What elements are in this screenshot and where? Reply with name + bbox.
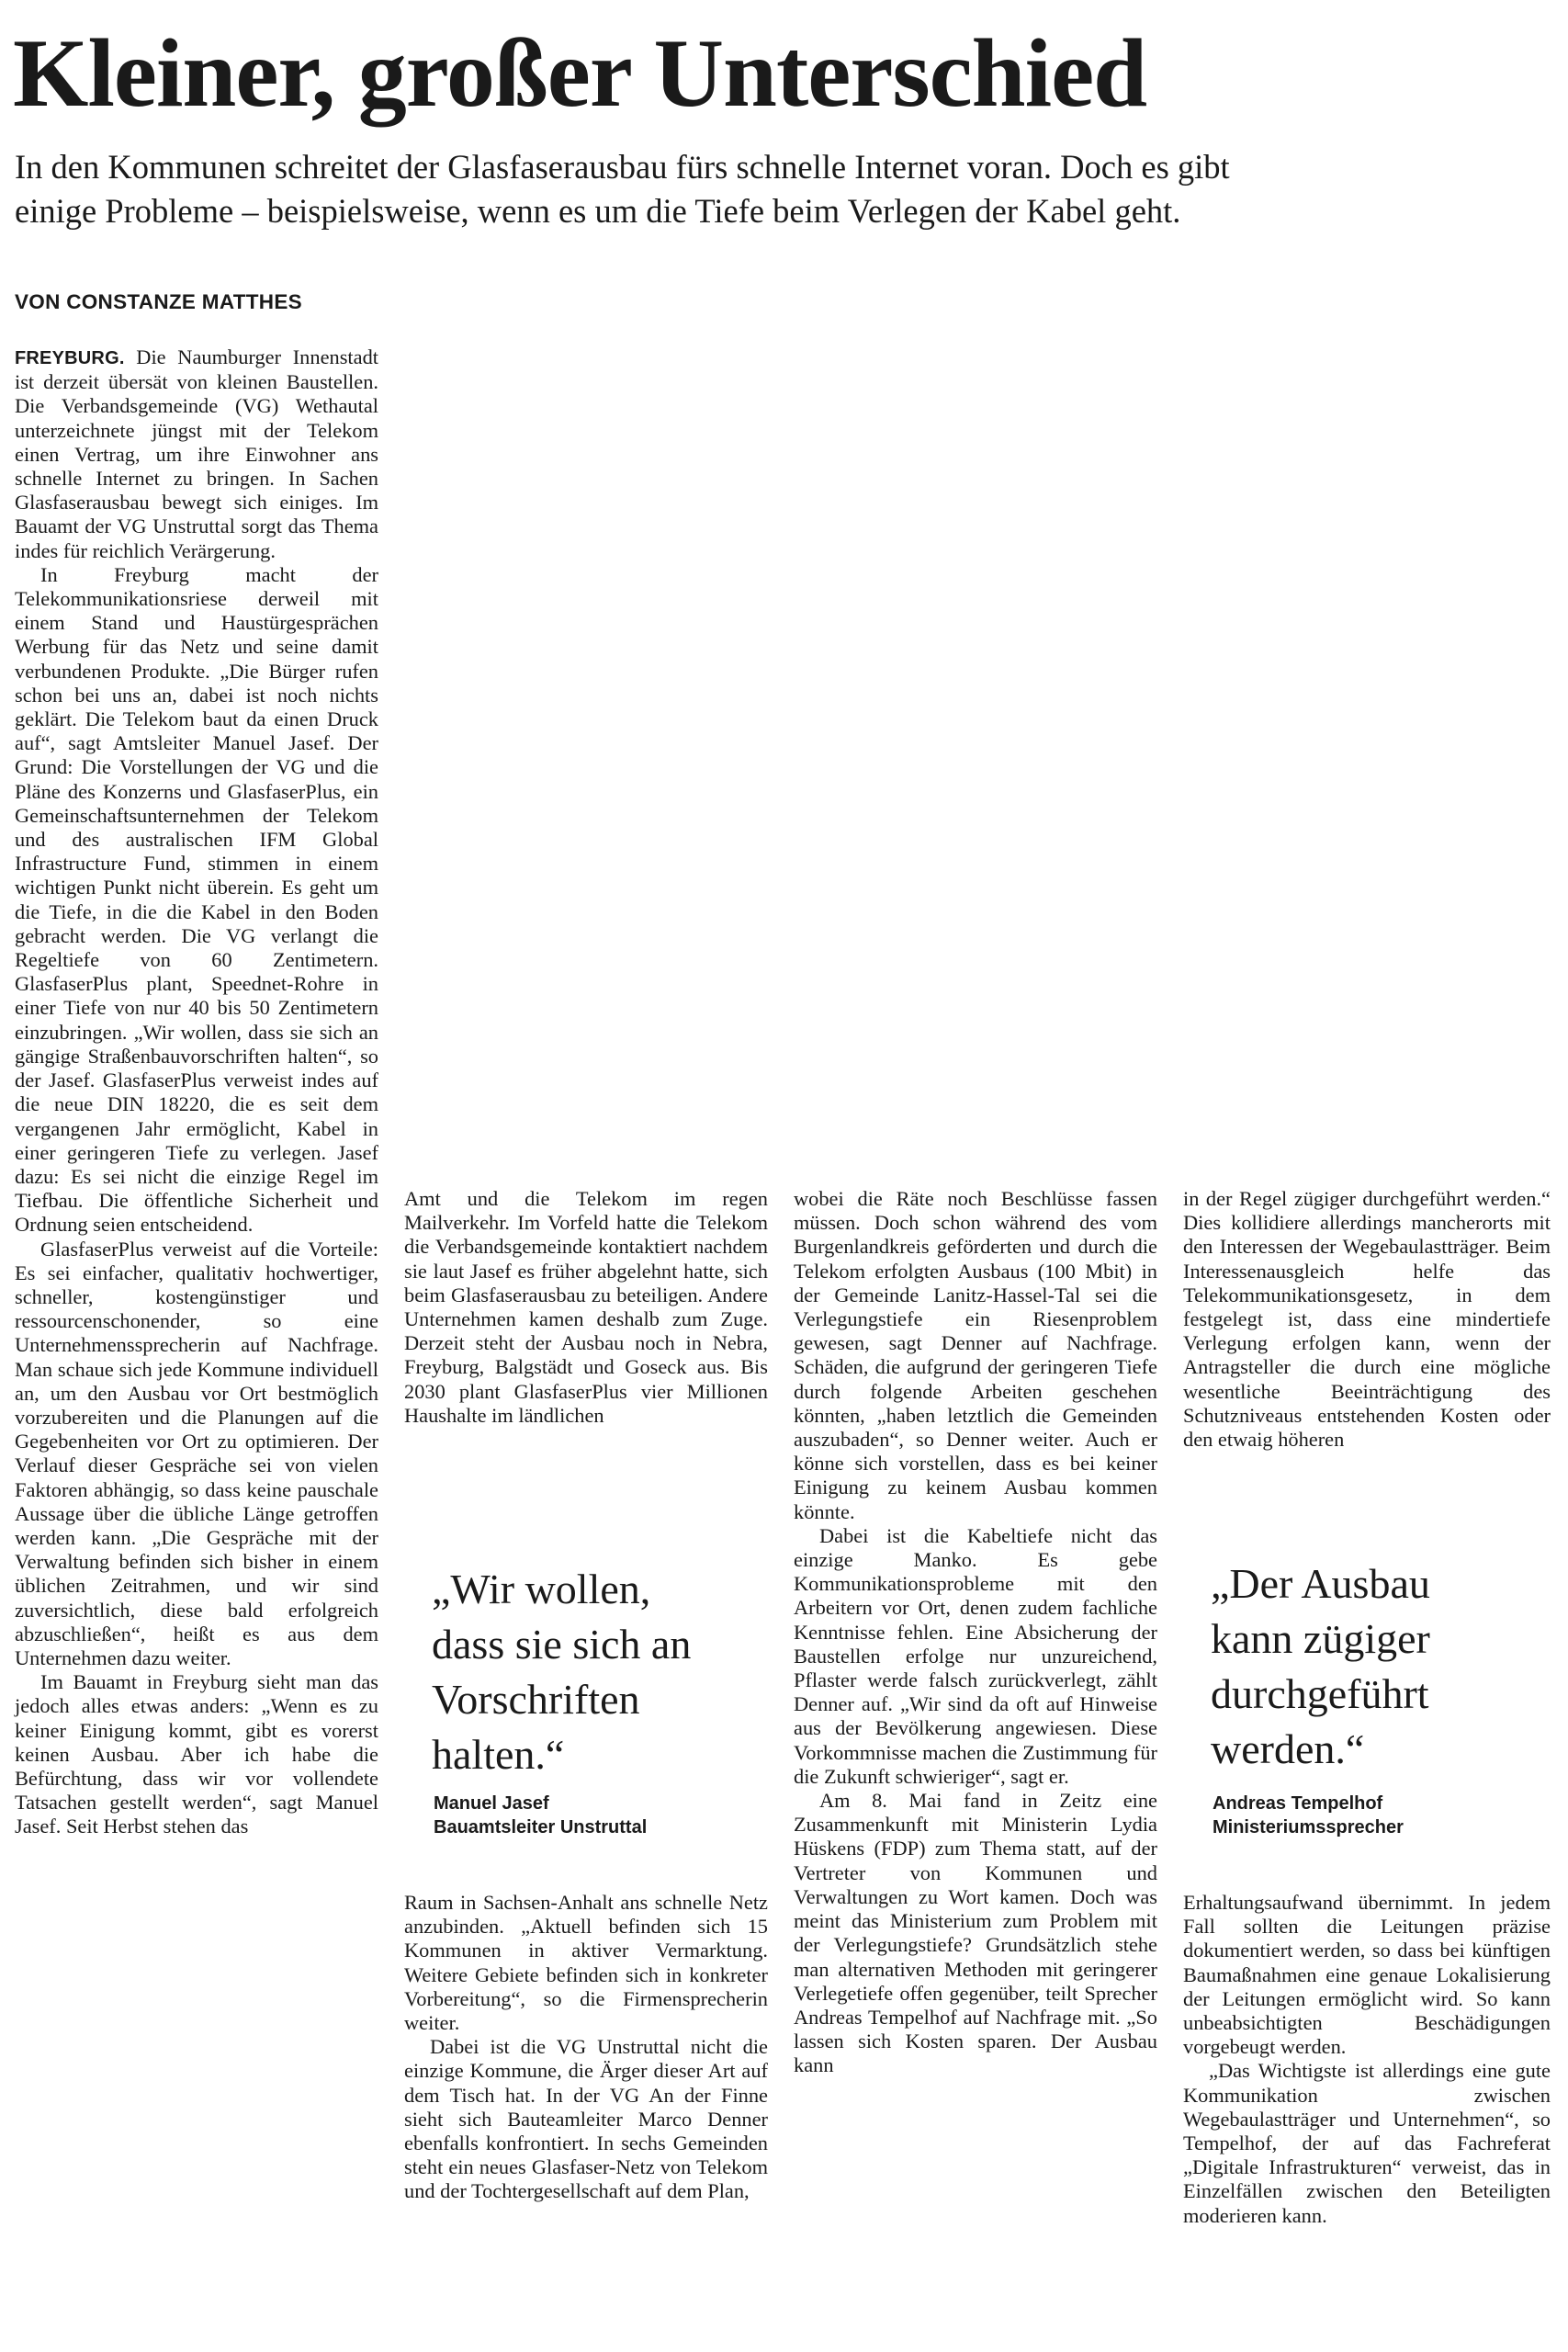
article-column-4-bottom	[1183, 1891, 1551, 2228]
subheadline	[15, 145, 1540, 233]
pull-quote-line: „Der Ausbau	[1211, 1560, 1430, 1607]
article-paragraph: Amt und die Telekom im regen Mailverkehr. Im Vorfeld hatte die Telekom die Verbandsgemeinde kontaktiert nachdem sie laut Jasef es früher abgelehnt hatte, sich beim Glasfaserausbau zu beteiligen. Andere Unternehmen kamen deshalb zum Zuge. Derzeit steht der Ausbau noch in Nebra, Freyburg, Balgstädt und Goseck aus. Bis 2030 plant GlasfaserPlus vier Millionen Haushalte im ländlichen	[404, 1187, 768, 1427]
article-paragraph: in der Regel zügiger durchgeführt werden.“ Dies kollidiere allerdings mancherorts mit den Interessen der Wegebaulastträger. Beim Interessenausgleich helfe das Telekommunikationsgesetz, in dem festgelegt ist, dass eine mindertiefe Verlegung erfolgen kann, wenn der Antragsteller die durch eine mögliche wesentliche Beeinträchtigung des Schutzniveaus entstehenden Kosten oder den etwaig höheren	[1183, 1187, 1551, 1452]
pull-quote-line: werden.“	[1211, 1725, 1365, 1772]
pull-quote-line: dass sie sich an	[432, 1621, 692, 1668]
quote-author-name: Andreas Tempelhof	[1213, 1793, 1383, 1814]
article-column-3	[794, 1187, 1157, 2078]
article-paragraph: In Freyburg macht der Telekommunikationsriese derweil mit einem Stand und Haustürgesprächen Werbung für das Netz und seine damit verbundenen Produkte. „Die Bürger rufen schon bei uns an, dabei ist noch nichts geklärt. Die Telekom baut da einen Druck auf“, sagt Amtsleiter Manuel Jasef. Der Grund: Die Vorstellungen der VG und die Pläne des Konzerns und GlasfaserPlus, ein Gemeinschaftsunternehmen der Telekom und des australischen IFM Global Infrastructure Fund, stimmen in einem wichtigen Punkt nicht überein. Es geht um die Tiefe, in die die Kabel in den Boden gebracht werden. Die VG verlangt die Regeltiefe von 60 Zentimetern. GlasfaserPlus plant, Speednet-Rohre in einer Tiefe von nur 40 bis 50 Zentimetern einzubringen. „Wir wollen, dass sie sich an gängige Straßenbauvorschriften halten“, so der Jasef. GlasfaserPlus verweist indes auf die neue DIN 18220, die es seit dem vergangenen Jahr ermöglicht, Kabel in einer geringeren Tiefe zu verlegen. Jasef dazu: Es sei nicht die einzige Regel im Tiefbau. Die öffentliche Sicherheit und Ordnung seien entscheidend.	[15, 562, 378, 1237]
article-paragraph: Dabei ist die Kabeltiefe nicht das einzige Manko. Es gebe Kommunikationsprobleme mit den Arbeitern vor Ort, denen zudem fachliche Kenntnisse fehlen. Eine Absicherung der Baustellen erfolge nur unzureichend, Pflaster werde falsch zurückverlegt, zählt Denner auf. „Wir sind da oft auf Hinweise aus der Bevölkerung angewiesen. Diese Vorkommnisse machen die Zustimmung für die Zukunft schwieriger“, sagt er.	[794, 1523, 1157, 1788]
article-paragraph: Am 8. Mai fand in Zeitz eine Zusammenkunft mit Ministerin Lydia Hüskens (FDP) zum Thema statt, auf der Vertreter von Kommunen und Verwaltungen zu Wort kamen. Doch was meint das Ministerium zum Problem mit der Verlegungstiefe? Grundsätzlich stehe man alternativen Methoden mit geringerer Verlegetiefe offen gegenüber, teilt Sprecher Andreas Tempelhof auf Nachfrage mit. „So lassen sich Kosten sparen. Der Ausbau kann	[794, 1789, 1157, 2077]
pull-quote-attribution	[1213, 1792, 1552, 1839]
headline: Kleiner, großer Unterschied	[13, 19, 1147, 127]
article-paragraph: „Das Wichtigste ist allerdings eine gute Kommunikation zwischen Wegebaulastträger und Unternehmen“, so Tempelhof, der auf das Fachreferat „Digitale Infrastrukturen“ verweist, das in Einzelfällen zwischen den Beteiligten moderieren kann.	[1183, 2059, 1551, 2227]
article-paragraph	[15, 345, 378, 563]
subheadline-line: In den Kommunen schreitet der Glasfaserausbau fürs schnelle Internet voran. Doch es gibt	[15, 148, 1230, 186]
article-paragraph: Raum in Sachsen-Anhalt ans schnelle Netz anzubinden. „Aktuell befinden sich 15 Kommunen in aktiver Vermarktung. Weitere Gebiete befinden sich in konkreter Vorbereitung“, so die Firmensprecherin weiter.	[404, 1891, 768, 2035]
subheadline-line: einige Probleme – beispielsweise, wenn es um die Tiefe beim Verlegen der Kabel geht.	[15, 192, 1181, 230]
paragraph-text: Die Naumburger Innenstadt ist derzeit übersät von kleinen Baustellen. Die Verbandsgemeinde (VG) Wethautal unterzeichnete jüngst mit der Telekom einen Vertrag, um ihre Einwohner ans schnelle Internet zu bringen. In Sachen Glasfaserausbau bewegt sich einiges. Im Bauamt der VG Unstruttal sorgt das Thema indes für reichlich Verärgerung.	[15, 345, 378, 562]
dateline: FREYBURG.	[15, 348, 125, 368]
quote-author-role: Bauamtsleiter Unstruttal	[434, 1817, 648, 1838]
article-column-2-top	[404, 1187, 768, 1428]
pull-quote-line: „Wir wollen,	[432, 1566, 651, 1612]
pull-quote-attribution	[434, 1792, 764, 1839]
byline: VON CONSTANZE MATTHES	[15, 290, 302, 313]
pull-quote-line: kann zügiger	[1211, 1615, 1430, 1662]
pull-quote-tempelhof	[1211, 1556, 1551, 1777]
article-paragraph: Im Bauamt in Freyburg sieht man das jedoch alles etwas anders: „Wenn es zu keiner Einigung kommt, gibt es vorerst keinen Ausbau. Aber ich habe die Befürchtung, dass wir vor vollendete Tatsachen gestellt werden“, sagt Manuel Jasef. Seit Herbst stehen das	[15, 1670, 378, 1838]
pull-quote-jasef	[432, 1562, 762, 1782]
pull-quote-line: durchgeführt	[1211, 1670, 1429, 1717]
pull-quote-line: halten.“	[432, 1731, 565, 1778]
article-column-4-top	[1183, 1187, 1551, 1452]
quote-author-name: Manuel Jasef	[434, 1793, 549, 1814]
article-paragraph: wobei die Räte noch Beschlüsse fassen müssen. Doch schon während des vom Burgenlandkreis geförderten und durch die Telekom erfolgten Ausbaus (100 Mbit) in der Gemeinde Lanitz-Hassel-Tal sei die Verlegungstiefe ein Riesenproblem gewesen, sagt Denner auf Nachfrage. Schäden, die aufgrund der geringeren Tiefe durch folgende Arbeiten geschehen könnten, „haben letztlich die Gemeinden auszubaden“, so Denner weiter. Auch er könne sich vorstellen, dass es bei keiner Einigung zu keinem Ausbau kommen könnte.	[794, 1187, 1157, 1523]
article-paragraph: GlasfaserPlus verweist auf die Vorteile: Es sei einfacher, qualitativ hochwertiger, schneller, kostengünstiger und ressourcenschonender, so eine Unternehmenssprecherin auf Nachfrage. Man schaue sich jede Kommune individuell an, um den Ausbau vor Ort bestmöglich vorzubereiten und die Planungen auf die Gegebenheiten vor Ort zu optimieren. Der Verlauf dieser Gespräche sei von vielen Faktoren abhängig, so dass keine pauschale Aussage über die übliche Länge getroffen werden kann. „Die Gespräche mit der Verwaltung befinden sich bisher in einem üblichen Zeitrahmen, und wir sind zuversichtlich, diese bald erfolgreich abzuschließen“, heißt es aus dem Unternehmen dazu weiter.	[15, 1237, 378, 1669]
article-paragraph: Erhaltungsaufwand übernimmt. In jedem Fall sollten die Leitungen präzise dokumentiert werden, so dass bei künftigen Baumaßnahmen eine genaue Lokalisierung der Leitungen ermöglicht wird. So kann unbeabsichtigten Beschädigungen vorgebeugt werden.	[1183, 1891, 1551, 2059]
quote-author-role: Ministeriumssprecher	[1213, 1817, 1404, 1838]
pull-quote-line: Vorschriften	[432, 1676, 640, 1723]
article-paragraph: Dabei ist die VG Unstruttal nicht die einzige Kommune, die Ärger dieser Art auf dem Tisch hat. In der VG An der Finne sieht sich Bauteamleiter Marco Denner ebenfalls konfrontiert. In sechs Gemeinden steht ein neues Glasfaser-Netz von Telekom und der Tochtergesellschaft auf dem Plan,	[404, 2035, 768, 2203]
article-column-2-bottom	[404, 1891, 768, 2204]
article-column-1	[15, 345, 378, 1839]
